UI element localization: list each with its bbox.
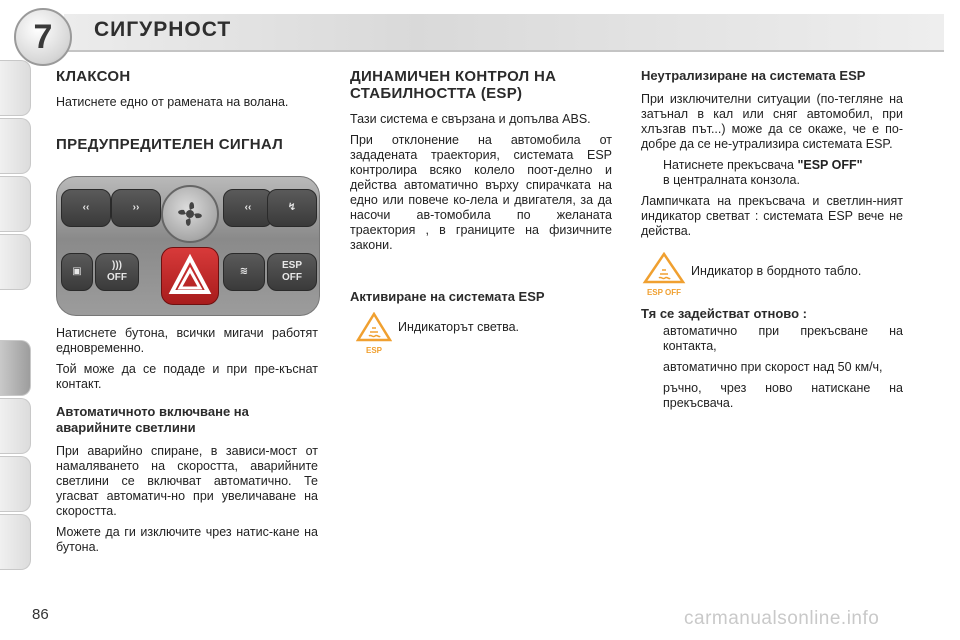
esp-indicator-label: ESP <box>365 346 382 355</box>
pointing-hand-icon <box>641 158 663 188</box>
chapter-tab[interactable] <box>0 456 31 512</box>
chapter-tab[interactable] <box>0 234 31 290</box>
hazard-heading: ПРЕДУПРЕДИТЕЛЕН СИГНАЛ <box>56 136 284 153</box>
auto-p2: Можете да ги изключите чрез натис-кане на бутона. <box>56 525 318 554</box>
chapter-tab[interactable] <box>0 514 31 570</box>
parking-sensor-off-button: ))) OFF <box>95 253 139 291</box>
reengage-section <box>641 306 903 417</box>
esp-p1: Тази система е свързана и допълва ABS. <box>350 112 591 126</box>
page-title: СИГУРНОСТ <box>94 18 232 41</box>
hazard-warning-icon <box>161 247 219 305</box>
right-column <box>641 68 903 245</box>
neutral-bullet-text-2: в централната конзола. <box>663 173 800 187</box>
page-number: 86 <box>32 606 49 623</box>
esp-label: ESP <box>281 260 302 271</box>
list-item <box>641 360 903 375</box>
off-label: OFF <box>282 272 302 283</box>
list-item-text: автоматично при скорост над 50 км/ч, <box>663 360 883 374</box>
horn-text: Натиснете едно от рамената на волана. <box>56 95 289 109</box>
chapter-tab[interactable] <box>0 176 31 232</box>
neutral-p1: При изключителни ситуации (по-тегляне на затънал в кал или сняг автомобил, при хлъзгав път...) може да се окаже, че е по-добре да се не-утрализира системата ESP. <box>641 92 903 151</box>
neutral-p2: Лампичката на прекъсвача и светлин-ният индикатор светват : системата ESP вече не действа. <box>641 194 903 238</box>
fan-icon <box>161 185 219 243</box>
pointing-hand-icon <box>641 324 663 354</box>
auto-p1: При аварийно спиране, в зависи-мост от намаляването на скоростта, аварийните светлини се включват автоматично. Те угасват автоматич-но при увеличаване на скоростта. <box>56 444 318 518</box>
chapter-tabs <box>0 60 34 580</box>
hazard-p1: Натиснете бутона, всички мигачи работят едновременно. <box>56 326 318 355</box>
esp-p2: При отклонение на автомобила от зададената траектория, системата ESP контролира всяко колело поот-делно и действа автоматично върху спирачката на едно или повече ко-лела и двигателя, за да насочи ав-томобила по желаната траектория , в границите на физичните закони. <box>350 133 612 252</box>
pointing-hand-icon <box>641 381 663 411</box>
hazard-p2: Той може да се подаде и при пре-къснат контакт. <box>56 362 318 391</box>
list-item <box>641 381 903 411</box>
hazard-button-panel-image <box>56 176 320 316</box>
horn-heading: КЛАКСОН <box>56 68 131 85</box>
watermark: carmanualsonline.info <box>684 608 880 629</box>
esp-off-label: "ESP OFF" <box>797 158 863 172</box>
chevron-left-icon: ‹‹ <box>61 189 111 227</box>
list-item <box>641 324 903 354</box>
esp-warning-icon <box>356 312 392 355</box>
chapter-tab[interactable] <box>0 398 31 454</box>
seat-heat-icon: ↯ <box>267 189 317 227</box>
lock-icon: ▣ <box>61 253 93 291</box>
neutral-heading: Неутрализиране на системата ESP <box>641 68 866 83</box>
esp-heading: ДИНАМИЧЕН КОНТРОЛ НА СТАБИЛНОСТТА (ESP) <box>350 68 557 102</box>
activate-heading: Активиране на системата ESP <box>350 289 545 304</box>
chapter-tab[interactable] <box>0 60 31 116</box>
parking-off-label: OFF <box>107 272 127 283</box>
suspension-icon: ≋ <box>223 253 265 291</box>
middle-column <box>350 68 612 313</box>
left-column-lower <box>56 326 318 561</box>
chapter-tab[interactable] <box>0 118 31 174</box>
pointing-hand-icon <box>641 360 663 375</box>
neutral-bullet <box>641 158 903 188</box>
chevron-left-icon: ‹‹ <box>223 189 273 227</box>
esp-off-button <box>267 253 317 291</box>
esp-off-indicator-label: ESP OFF <box>646 288 682 297</box>
chevron-right-icon: ›› <box>111 189 161 227</box>
neutral-bullet-text: Натиснете прекъсвача <box>663 158 794 172</box>
esp-off-warning-icon <box>641 252 687 296</box>
reengage-heading: Тя се задействат отново : <box>641 306 807 321</box>
esp-indicator-text: Индикаторът светва. <box>398 320 520 334</box>
list-item-text: ръчно, чрез ново натискане на прекъсвача. <box>663 381 903 410</box>
chapter-tab-active[interactable] <box>0 340 31 396</box>
chapter-number: 7 <box>14 8 72 66</box>
list-item-text: автоматично при прекъсване на контакта, <box>663 324 903 353</box>
auto-heading: Автоматичното включване на аварийните светлини <box>56 404 249 435</box>
esp-off-indicator-text: Индикатор в бордното табло. <box>691 264 862 278</box>
left-column <box>56 68 318 163</box>
